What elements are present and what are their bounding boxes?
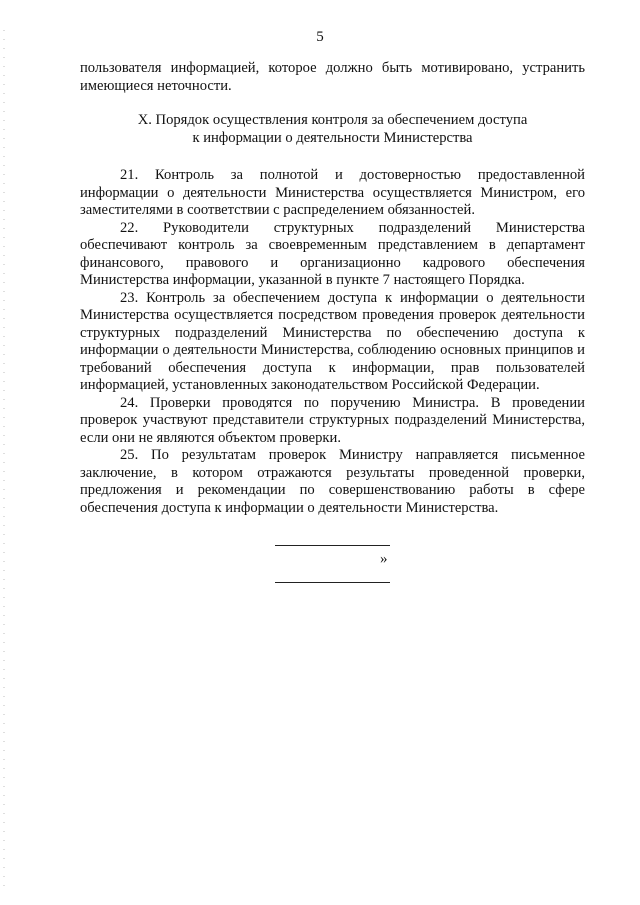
clause-21: 21. Контроль за полнотой и достоверностью предоставленной информации о деятельности Министерства осуществляется Министром, его заместителями в соответствии с распределением обязанностей. xyxy=(80,167,585,218)
clause-22: 22. Руководители структурных подразделений Министерства обеспечивают контроль за своевременным представлением в департамент финансового, правового и организационно кадрового обеспечения Министерства информации, указанной в пункте 7 настоящего Порядка. xyxy=(80,219,585,288)
page-number: 5 xyxy=(316,29,324,45)
closing-rule-top xyxy=(275,545,390,546)
clause-23: 23. Контроль за обеспечением доступа к информации о деятельности Министерства осуществляется посредством проведения проверок деятельности структурных подразделений Министерства по обеспечению доступа к информации о деятельности Министерства, соблюдению основных принципов и требований обеспечения доступа к информации, прав пользователей информацией, установленных законодательством Российской Федерации. xyxy=(80,289,585,393)
section-heading xyxy=(80,112,585,147)
section-heading-line-2: к информации о деятельности Министерства xyxy=(192,129,473,146)
scan-edge-marks xyxy=(3,30,5,890)
section-heading-line-1: X. Порядок осуществления контроля за обеспечением доступа xyxy=(137,112,528,128)
intro-paragraph: пользователя информацией, которое должно быть мотивировано, устранить имеющиеся неточности. xyxy=(80,60,585,94)
clause-25: 25. По результатам проверок Министру направляется письменное заключение, в котором отражаются результаты проведенной проверки, предложения и рекомендации по совершенствованию работы в сфере обеспечения доступа к информации о деятельности Министерства. xyxy=(80,447,585,516)
closing-rule-bottom xyxy=(275,582,390,583)
clause-24: 24. Проверки проводятся по поручению Министра. В проведении проверок участвуют представители структурных подразделений Министерства, если они не являются объектом проверки. xyxy=(80,394,585,446)
closing-quote-mark: » xyxy=(380,551,388,567)
clauses-list xyxy=(80,167,585,517)
